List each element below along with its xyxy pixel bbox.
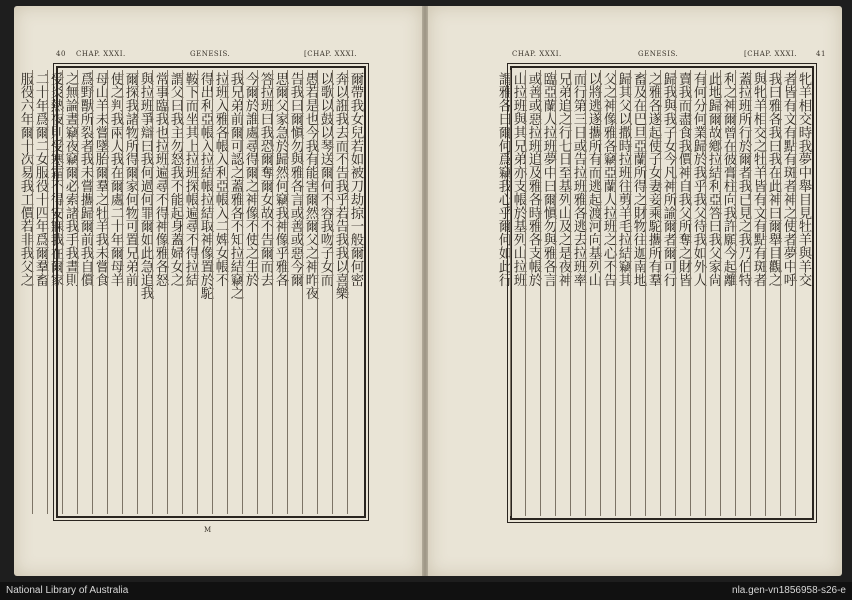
text-column: 愚若是也今我有能害爾然爾父之神昨夜	[302, 70, 317, 514]
left-columns	[18, 70, 363, 514]
text-column: 牝羊相交時我夢中舉目見牡羊與羊交	[795, 70, 810, 516]
right-page	[428, 6, 842, 576]
text-column: 今爾於誰處尋得爾之神像不使之生於	[242, 70, 257, 514]
text-column: 利之神爾曾在彼膏柱向我許願今起離	[720, 70, 735, 516]
text-column: 臨亞蘭人拉班夢中曰爾愼勿與雅各言	[540, 70, 555, 516]
text-column: 與拉班爭辯曰我何過何罪爾如此急追我	[137, 70, 152, 514]
left-text-frame	[18, 66, 366, 518]
archive-footer	[0, 582, 852, 600]
left-page	[14, 6, 422, 576]
text-column: 母山羊未嘗墜胎爾羣之牡羊我未嘗食	[92, 70, 107, 514]
text-column: 鞍下而坐其上拉班探帳遍尋不得拉結	[182, 70, 197, 514]
text-column: 告我曰爾愼勿與雅各言或善或惡今爾	[287, 70, 302, 514]
text-column: 奔以誑我去而不告我乎若告我我以喜樂	[332, 70, 347, 514]
right-chapter-label: CHAP. XXXI.	[512, 50, 562, 58]
text-column: 兄弟追之行七日至基列山及之是夜神	[555, 70, 570, 516]
record-identifier: nla.gen-vn1856958-s26-e	[732, 585, 846, 596]
text-column: 我兄弟前爾可認之蓋雅各不知拉結竊之	[227, 70, 242, 514]
text-column: 而行第三日或告拉班雅各逃去拉班率	[570, 70, 585, 516]
text-column: 蓋拉班所行於爾者我已見之我乃伯特	[735, 70, 750, 516]
right-book-title: GENESIS.	[638, 50, 679, 58]
text-column: 或善或惡拉班追及雅各時雅各支帳於	[525, 70, 540, 516]
text-column: 我曰雅各我曰我在此神曰爾舉目觀之	[765, 70, 780, 516]
text-column: 使之判我兩人我在爾處二十年爾母羊	[107, 70, 122, 514]
printer-signature: M	[204, 526, 212, 534]
text-column: 答拉班曰我恐爾奪爾女故不告爾而去	[257, 70, 272, 514]
text-column: 以歌以鼓以琴送爾何不容我吻子女而	[317, 70, 332, 514]
text-column: 之無論晝竊夜竊爾必索諸我手我晝則	[62, 70, 77, 514]
text-column: 常事臨我也拉班遍尋不得神像雅各怒	[152, 70, 167, 514]
text-column: 與牝羊相交之牡羊皆有文有點有斑者	[750, 70, 765, 516]
text-column: 爾帶我女兒若如被刀劫掠一般爾何密	[347, 70, 362, 514]
text-column: 得出利亞帳入拉結帳拉結取神像置於駝	[197, 70, 212, 514]
right-page-number: 41	[816, 50, 826, 58]
text-column: 者皆有文有點有斑者神之使者夢中呼	[780, 70, 795, 516]
left-chapter-bracket: [CHAP. XXXI.	[304, 50, 357, 58]
left-book-title: GENESIS.	[190, 50, 231, 58]
left-chapter-label: CHAP. XXXI.	[76, 50, 126, 58]
text-column: 賣我而盡食我價神自我父所奪之財皆	[675, 70, 690, 516]
text-column: 爲野獸所裂者我未嘗攜歸爾前我自償	[77, 70, 92, 514]
text-column: 謂雅各曰爾何爲竊我心乎爾何如此行	[496, 72, 511, 287]
text-column: 之雅各遂起使子女妻妾乘駝攜所有羣	[645, 70, 660, 516]
text-column: 爾探我諸物所得爾家何物可置兄弟前	[122, 70, 137, 514]
left-page-number: 40	[56, 50, 66, 58]
library-credit: National Library of Australia	[6, 585, 129, 596]
text-column: 受炎熱夜則受寒霜不得安寐我在爾家	[47, 70, 62, 514]
text-column: 此地歸爾故鄕拉結利亞答曰我父家尙	[705, 70, 720, 516]
text-column: 畜及在巴旦亞蘭所得之財物往迦南地	[630, 70, 645, 516]
text-column: 父之神像雅各竊亞蘭人拉班之心不告	[600, 70, 615, 516]
text-column: 拉班入雅各帳入利亞帳入二婢女帳不	[212, 70, 227, 514]
right-text-frame	[496, 66, 814, 520]
text-column: 服役六年爾十次易我工價若非我父之	[18, 72, 33, 287]
right-chapter-bracket: [CHAP. XXXI.	[744, 50, 797, 58]
text-column: 有何分何業歸於我乎我父待我如外人	[690, 70, 705, 516]
text-column: 思爾父家急於歸然何竊我神像乎雅各	[272, 70, 287, 514]
text-column: 二十年爲爾二女服役十四年爲爾羣畜	[32, 70, 47, 514]
text-column: 歸其父以撒時拉班往剪羊毛拉結竊其	[615, 70, 630, 516]
right-columns	[496, 70, 811, 516]
text-column: 以將逃遂攜所有而逃起渡河向基列山	[585, 70, 600, 516]
text-column: 山拉班與其兄弟亦支帳於基列山拉班	[510, 70, 525, 516]
text-column: 謂父曰我主勿怒我不能起身蓋婦女之	[167, 70, 182, 514]
text-column: 歸我與我子女今凡神所諭爾者爾可行	[660, 70, 675, 516]
